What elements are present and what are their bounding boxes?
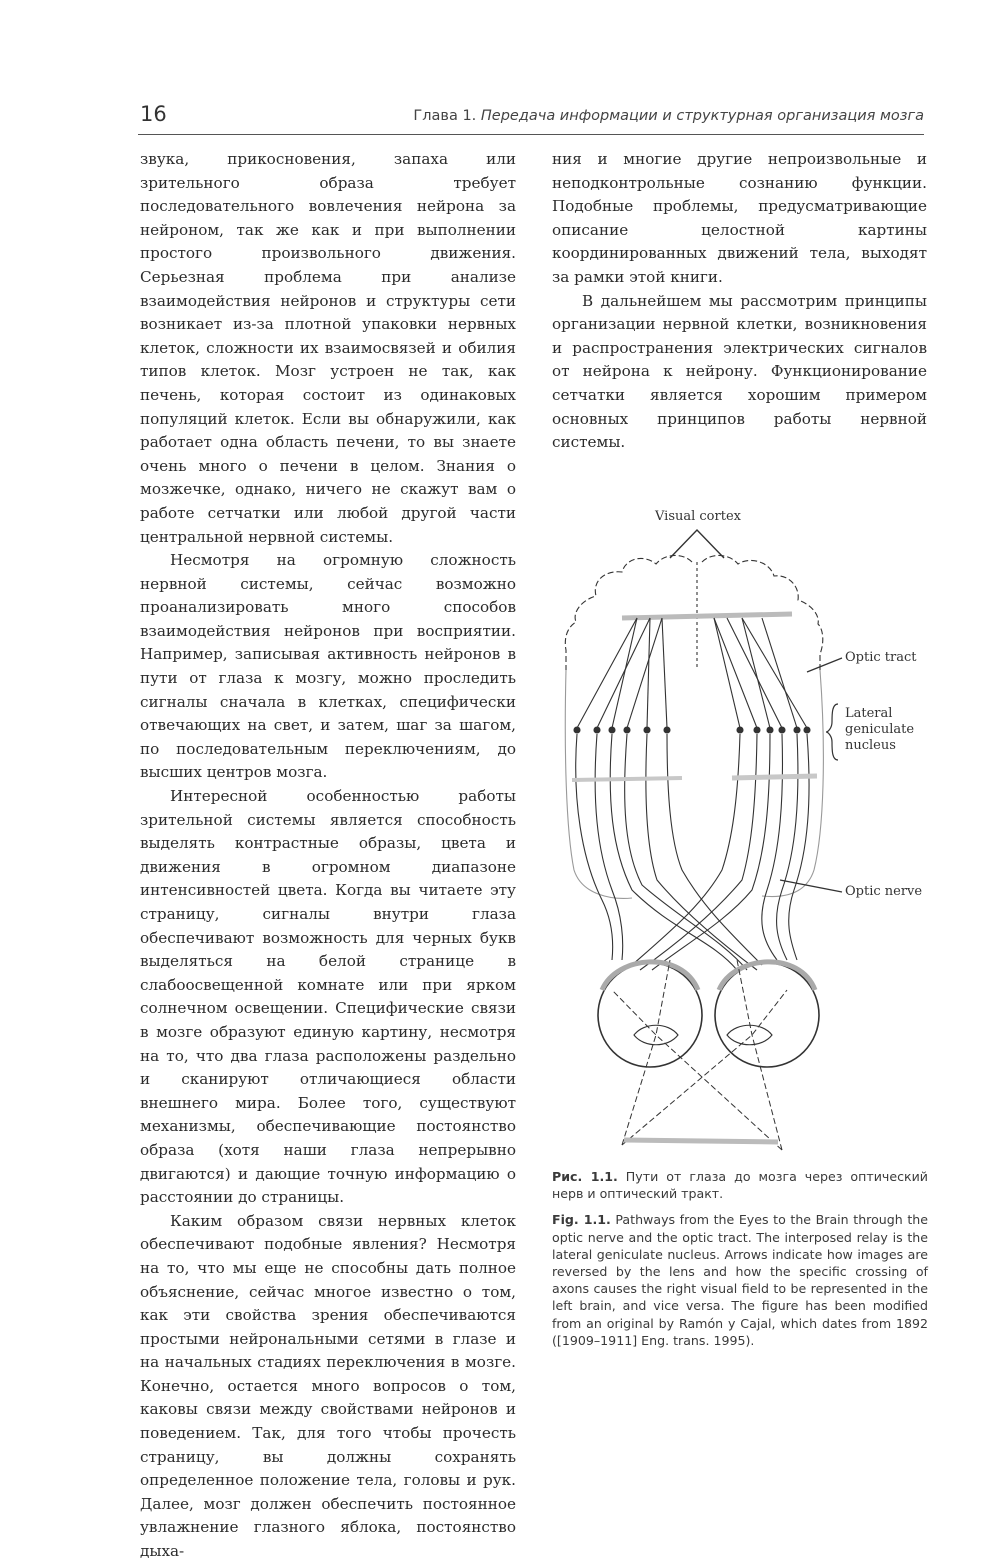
label-lgn-line1: Lateral <box>845 706 893 721</box>
figure-visual-pathway <box>552 500 932 1160</box>
caption-ru-label: Рис. 1.1. <box>552 1169 618 1184</box>
paragraph: В дальнейшем мы рассмотрим принципы организации нервной клетки, возникновения и распространения электрических сигналов от нейрона к нейрону. Функционирование сетчатки является хорошим примером основных принципов работы нервной системы. <box>552 291 927 452</box>
lgn-brace <box>826 704 838 760</box>
left-eyeball <box>598 963 702 1067</box>
label-optic-nerve: Optic nerve <box>845 884 923 899</box>
label-lgn-line2: geniculate <box>845 722 915 737</box>
label-lgn-line3: nucleus <box>845 738 896 753</box>
cortex-band <box>622 614 792 618</box>
visual-field-arrow <box>624 1140 778 1142</box>
visual-pathway-diagram <box>552 500 932 1160</box>
caption-en <box>552 1211 928 1349</box>
page-number: 16 <box>140 102 167 126</box>
right-eyeball <box>715 963 819 1067</box>
right-lens <box>727 1025 772 1045</box>
caption-en-label: Fig. 1.1. <box>552 1212 611 1228</box>
label-visual-cortex: Visual cortex <box>655 509 741 524</box>
paragraph: Несмотря на огромную сложность нервной системы, сейчас возможно проанализировать много способов взаимодействия нейронов при восприятии. Например, записывая активность нейронов в пути от глаза к мозгу, можно проследить сигналы сначала в клетках, специфически отвечающих на свет, и затем, шаг за шагом, по последовательным переключениям, до высших центров мозга. <box>140 551 516 782</box>
right-column <box>552 148 927 455</box>
caption-en-text: Pathways from the Eyes to the Brain through the optic nerve and the optic tract. The interposed relay is the lateral geniculate nucleus. Arrows indicate how images are reversed by the lens and how the specific crossing of axons causes the right visual field to be represented in the left brain, and vice versa. The figure has been modified from an original by Ramón y Cajal, which dates from 1892 ([1909–1911] Eng. trans. 1995). <box>552 1212 928 1348</box>
paragraph: звука, прикосновения, запаха или зрительного образа требует последовательного вовлечения нейрона за нейроном, так же как и при выполнении простого произвольного движения. Серьезная проблема при анализе взаимодействия нейронов и структуры сети возникает из-за плотной упаковки нервных клеток, сложности их взаимосвязей и обилия типов клеток. Мозг устроен не так, как печень, которая состоит из одинаковых популяций клеток. Если вы обнаружили, как работает одна область печени, то вы знаете очень много о печени в целом. Знания о мозжечке, однако, ничего не скажут вам о работе сетчатки или любой другой части центральной нервной системы. <box>140 150 516 546</box>
optic-nerve-leader <box>780 880 842 892</box>
chapter-prefix: Глава 1. <box>413 108 481 124</box>
left-lens <box>634 1025 678 1045</box>
paragraph: Каким образом связи нервных клеток обеспечивают подобные явления? Несмотря на то, что мы еще не способны дать полное объяснение, сейчас многое известно о том, как эти свойства зрения обеспечиваются простыми нейрональными сетями в глазе и на начальных стадиях переключения в мозге. Конечно, остается много вопросов о том, каковы связи между свойствами нейронов и поведением. Так, для того чтобы прочесть страницу, вы должны сохранять определенное положение тела, головы и рук. Далее, мозг должен обеспечить постоянное увлажнение глазного яблока, постоянство дыха- <box>140 1211 516 1561</box>
paragraph: Интересной особенностью работы зрительной системы является способность выделять контрастные образы, цвета и движения в огромном диапазоне интенсивностей цвета. Когда вы читаете эту страницу, сигналы внутри глаза обеспечивают возможность для черных букв выделяться на белой странице в слабоосвещенной комнате или при ярком солнечном освещении. Специфические связи в мозге образуют единую картину, несмотря на то, что два глаза расположены раздельно и сканируют отличающиеся области внешнего мира. Более того, существуют механизмы, обеспечивающие постоянство образа (хотя наши глаза непрерывно двигаются) и дающие точную информацию о расстоянии до страницы. <box>140 787 516 1207</box>
label-optic-tract: Optic tract <box>845 650 917 665</box>
visual-cortex-pointer <box>670 530 724 558</box>
left-column <box>140 148 516 1564</box>
chapter-title <box>413 108 924 124</box>
caption-ru <box>552 1168 928 1202</box>
optic-tract-leader <box>807 658 842 672</box>
paragraph: ния и многие другие непроизвольные и неподконтрольные сознанию функции. Подобные проблемы, предусматривающие описание целостной картины координированных движений тела, выходят за рамки этой книги. <box>552 150 927 286</box>
caption-ru-text: Пути от глаза до мозга через оптический нерв и оптический тракт. <box>552 1169 928 1202</box>
running-header <box>138 102 924 135</box>
figure-captions <box>552 1168 928 1358</box>
chapter-name: Передача информации и структурная организация мозга <box>480 108 924 124</box>
